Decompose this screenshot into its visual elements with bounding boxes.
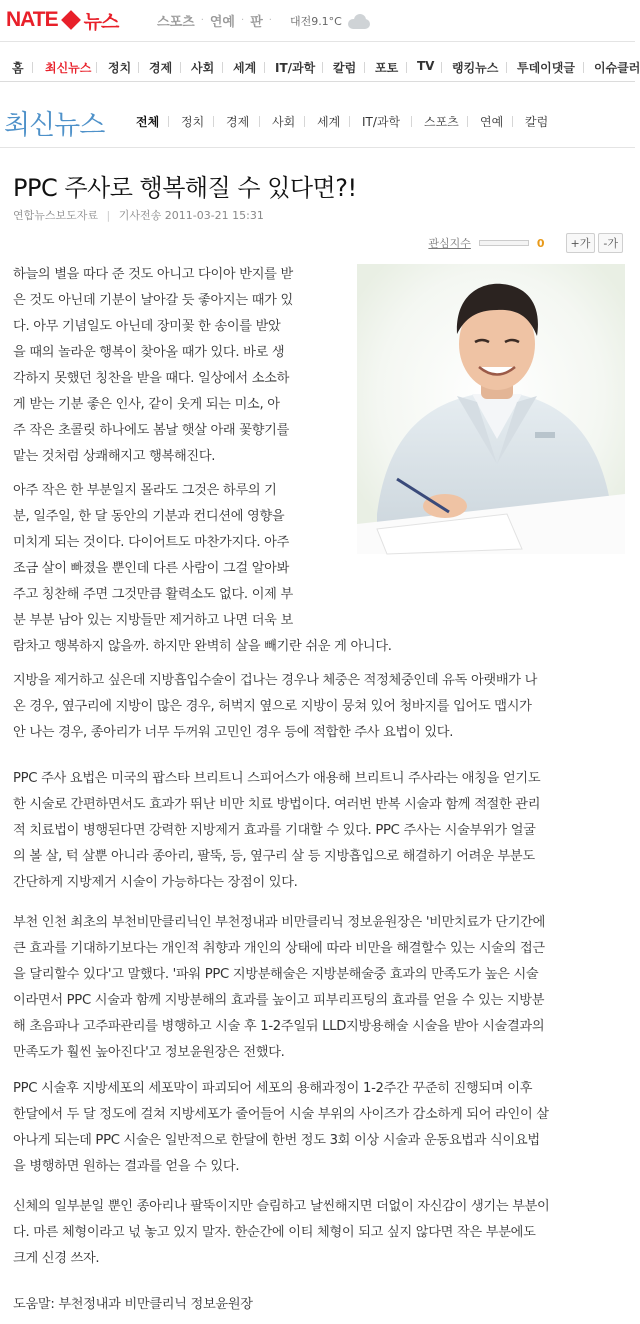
text-line: 한 시술로 간편하면서도 효과가 뛰난 비만 치료 방법이다. 여러번 반복 시술과 함께 적절한 관리 xyxy=(13,797,541,812)
gnb-item-latest[interactable]: 최신뉴스 xyxy=(45,61,92,75)
logo-service: 뉴스 xyxy=(83,10,119,33)
service-link-sports[interactable]: 스포츠 xyxy=(157,15,195,30)
gnb-separator xyxy=(32,62,33,73)
subnav-separator xyxy=(304,116,305,127)
separator-dot-icon: · xyxy=(200,15,204,26)
article-paragraph-7 xyxy=(13,1194,549,1272)
gnb-item-ranking[interactable]: 랭킹뉴스 xyxy=(452,61,499,75)
text-line: 부천 인천 최초의 부천비만클리닉인 부천정내과 비만클리닉 정보윤원장은 '비만치료가 단기간에 xyxy=(13,915,546,930)
gnb-separator xyxy=(222,62,223,73)
text-line: 은 것도 아닌데 기분이 날아갈 듯 좋아지는 때가 있 xyxy=(13,293,293,308)
nate-news-logo[interactable] xyxy=(6,8,118,32)
interest-value: 0 xyxy=(536,236,545,250)
interest-label[interactable]: 관심지수 xyxy=(428,237,471,250)
article-paragraph-2 xyxy=(13,478,392,660)
text-line: 분 부분 남아 있는 지방들만 제거하고 나면 더욱 보 xyxy=(13,613,293,628)
article-paragraph-1 xyxy=(13,262,293,470)
subnav-item-society[interactable]: 사회 xyxy=(272,115,296,129)
subnav-separator xyxy=(349,116,350,127)
gnb-item-economy[interactable]: 경제 xyxy=(149,61,173,75)
weather-widget[interactable] xyxy=(290,13,372,29)
subnav-item-world[interactable]: 세계 xyxy=(317,115,341,129)
article-press[interactable]: 연합뉴스보도자료 xyxy=(13,209,99,222)
text-line: 한달에서 두 달 정도에 걸쳐 지방세포가 줄어들어 시술 부위의 사이즈가 감소하게 되어 라인이 살 xyxy=(13,1107,549,1122)
text-line: 도움말: 부천정내과 비만클리닉 정보윤원장 xyxy=(13,1297,253,1312)
article-sent-label: 기사전송 xyxy=(118,209,162,222)
gnb-item-today-comments[interactable]: 투데이댓글 xyxy=(517,61,575,75)
subnav-separator xyxy=(411,116,412,127)
subnav-separator xyxy=(168,116,169,127)
subnav-separator xyxy=(467,116,468,127)
text-line: 안 나는 경우, 종아리가 너무 두꺼워 고민인 경우 등에 적합한 주사 요법이 있다. xyxy=(13,725,454,740)
gnb-item-home[interactable]: 홈 xyxy=(12,61,24,75)
gnb-item-photo[interactable]: 포토 xyxy=(375,61,399,75)
text-line: 을 달리할수 있다'고 말했다. '파워 PPC 지방분해술은 지방분해술중 효과의 만족도가 높은 시술 xyxy=(13,967,539,982)
section-title[interactable]: 최신뉴스 xyxy=(4,110,105,141)
subnav-item-politics[interactable]: 정치 xyxy=(181,115,205,129)
article-headline: PPC 주사로 행복해질 수 있다면?! xyxy=(13,174,357,202)
text-line: 신체의 일부분일 뿐인 종아리나 팔뚝이지만 슬림하고 날씬해지면 더없이 자신감이 생기는 부분이 xyxy=(13,1199,550,1214)
text-line: 적 치료법이 병행된다면 강력한 지방제거 효과를 기대할 수 있다. PPC 주사는 시술부위가 얼굴 xyxy=(13,823,536,838)
text-line: 을 병행하면 원하는 결과를 얻을 수 있다. xyxy=(13,1159,240,1174)
gnb-separator xyxy=(322,62,323,73)
section-divider xyxy=(0,147,635,148)
text-line: 조금 살이 빠졌을 뿐인데 다른 사람이 그걸 알아봐 xyxy=(13,561,290,576)
text-line: 각하지 못했던 칭찬을 받을 때다. 일상에서 소소하 xyxy=(13,371,290,386)
section-subnav xyxy=(0,112,635,132)
gnb-separator xyxy=(506,62,507,73)
article-paragraph-3 xyxy=(13,668,537,746)
text-line: 간단하게 지방제거 시술이 가능하다는 장점이 있다. xyxy=(13,875,298,890)
gnb-separator xyxy=(96,62,97,73)
weather-text: 대전9.1°C xyxy=(289,14,342,28)
text-line: 아주 작은 한 부분일지 몰라도 그것은 하루의 기 xyxy=(13,483,277,498)
text-line: 큰 효과를 기대하기보다는 개인적 취향과 개인의 상태에 따라 비만을 해결할수 있는 시술의 접근 xyxy=(13,941,545,956)
text-line: 의 볼 살, 턱 살뿐 아니라 종아리, 팔뚝, 등, 옆구리 살 등 지방흡입으로 해결하기 어려운 부분도 xyxy=(13,849,535,864)
interest-index xyxy=(428,233,623,253)
text-line: 게 받는 기분 좋은 인사, 같이 웃게 되는 미소, 아 xyxy=(13,397,280,412)
logo-brand: NATE xyxy=(6,8,58,31)
text-line: 지방을 제거하고 싶은데 지방흡입수술이 겁나는 경우나 체중은 적정체중인데 유독 아랫배가 나 xyxy=(13,673,538,688)
separator-dot-icon: · xyxy=(241,15,245,26)
interest-gauge xyxy=(479,240,529,246)
text-line: 다. 아무 기념일도 아닌데 장미꽃 한 송이를 받았 xyxy=(13,319,281,334)
gnb-item-it-science[interactable]: IT/과학 xyxy=(275,61,316,75)
text-line: 주 작은 초콜릿 하나에도 봄날 햇살 아래 꽃향기를 xyxy=(13,423,290,438)
text-line: PPC 주사 요법은 미국의 팝스타 브리트니 스피어스가 애용해 브리트니 주사라는 애칭을 얻기도 xyxy=(13,771,541,786)
article-paragraph-4 xyxy=(13,766,540,896)
subnav-separator xyxy=(213,116,214,127)
gnb-item-society[interactable]: 사회 xyxy=(191,61,215,75)
gnb-separator xyxy=(583,62,584,73)
text-line: 람차고 행복하지 않을까. 하지만 완벽히 살을 빼기란 쉬운 게 아니다. xyxy=(13,639,392,654)
logo-diamond-icon xyxy=(61,10,81,30)
top-bar xyxy=(0,0,635,42)
article-meta xyxy=(13,207,264,223)
article-paragraph-5 xyxy=(13,910,545,1066)
gnb-item-politics[interactable]: 정치 xyxy=(108,61,132,75)
subnav-item-all[interactable]: 전체 xyxy=(136,115,160,129)
text-line: 이라면서 PPC 시술과 함께 지방분해의 효과를 높이고 피부리프팅의 효과를 얻을 수 있는 지방분 xyxy=(13,993,545,1008)
subnav-item-it-science[interactable]: IT/과학 xyxy=(362,115,401,129)
separator-dot-icon: · xyxy=(268,15,272,26)
text-line: 아나게 되는데 PPC 시술은 일반적으로 한달에 한번 정도 3회 이상 시술과 운동요법과 식이요법 xyxy=(13,1133,540,1148)
article-datetime: 2011-03-21 15:31 xyxy=(164,209,264,222)
service-link-entertainment[interactable]: 연예 xyxy=(209,15,235,30)
doctor-portrait-photo xyxy=(357,264,625,554)
meta-separator: | xyxy=(106,209,111,222)
text-line: 을 때의 놀라운 행복이 찾아올 때가 있다. 바로 생 xyxy=(13,345,285,360)
gnb-item-issue-cluster[interactable]: 이슈클러 xyxy=(594,61,640,75)
interest-plus-button[interactable]: +가 xyxy=(566,233,596,253)
doctor-portrait-icon xyxy=(357,264,625,554)
text-line: 미치게 되는 것이다. 다이어트도 마찬가지다. 아주 xyxy=(13,535,290,550)
gnb-item-world[interactable]: 세계 xyxy=(233,61,257,75)
article-credit xyxy=(13,1292,253,1318)
gnb-separator xyxy=(138,62,139,73)
interest-minus-button[interactable]: -가 xyxy=(598,233,623,253)
service-link-pann[interactable]: 판 xyxy=(250,15,263,30)
text-line: 크게 신경 쓰자. xyxy=(13,1251,100,1266)
subnav-item-economy[interactable]: 경제 xyxy=(226,115,250,129)
text-line: 주고 칭찬해 주면 그것만큼 활력소도 없다. 이제 부 xyxy=(13,587,293,602)
subnav-item-entertainment[interactable]: 연예 xyxy=(480,115,504,129)
main-navigation xyxy=(0,52,640,82)
gnb-separator xyxy=(406,62,407,73)
subnav-separator xyxy=(512,116,513,127)
text-line: PPC 시술후 지방세포의 세포막이 파괴되어 세포의 용해과정이 1-2주간 꾸준히 진행되며 이후 xyxy=(13,1081,533,1096)
gnb-separator xyxy=(441,62,442,73)
gnb-separator xyxy=(364,62,365,73)
subnav-item-column[interactable]: 칼럼 xyxy=(525,115,549,129)
gnb-separator xyxy=(180,62,181,73)
subnav-item-sports[interactable]: 스포츠 xyxy=(424,115,459,129)
text-line: 다. 마른 체형이라고 넋 놓고 있지 말자. 한순간에 이티 체형이 되고 싶지 않다면 작은 부분에도 xyxy=(13,1225,536,1240)
text-line: 맡는 것처럼 상쾌해지고 행복해진다. xyxy=(13,449,216,464)
gnb-item-tv[interactable]: TV xyxy=(417,59,435,73)
text-line: 분, 일주일, 한 달 동안의 기분과 컨디션에 영향을 xyxy=(13,509,285,524)
article-paragraph-6 xyxy=(13,1076,549,1180)
service-links xyxy=(157,11,372,30)
text-line: 만족도가 훨씬 높아진다'고 정보윤원장은 전했다. xyxy=(13,1045,285,1060)
gnb-separator xyxy=(264,62,265,73)
cloud-icon xyxy=(346,13,372,29)
text-line: 온 경우, 옆구리에 지방이 많은 경우, 허벅지 옆으로 지방이 뭉쳐 있어 청바지를 입어도 맵시가 xyxy=(13,699,532,714)
subnav-separator xyxy=(259,116,260,127)
text-line: 해 초음파나 고주파관리를 병행하고 시술 후 1-2주일뒤 LLD지방용해술 시술을 받아 시술결과의 xyxy=(13,1019,545,1034)
text-line: 하늘의 별을 따다 준 것도 아니고 다이아 반지를 받 xyxy=(13,267,293,282)
gnb-item-column[interactable]: 칼럼 xyxy=(333,61,357,75)
